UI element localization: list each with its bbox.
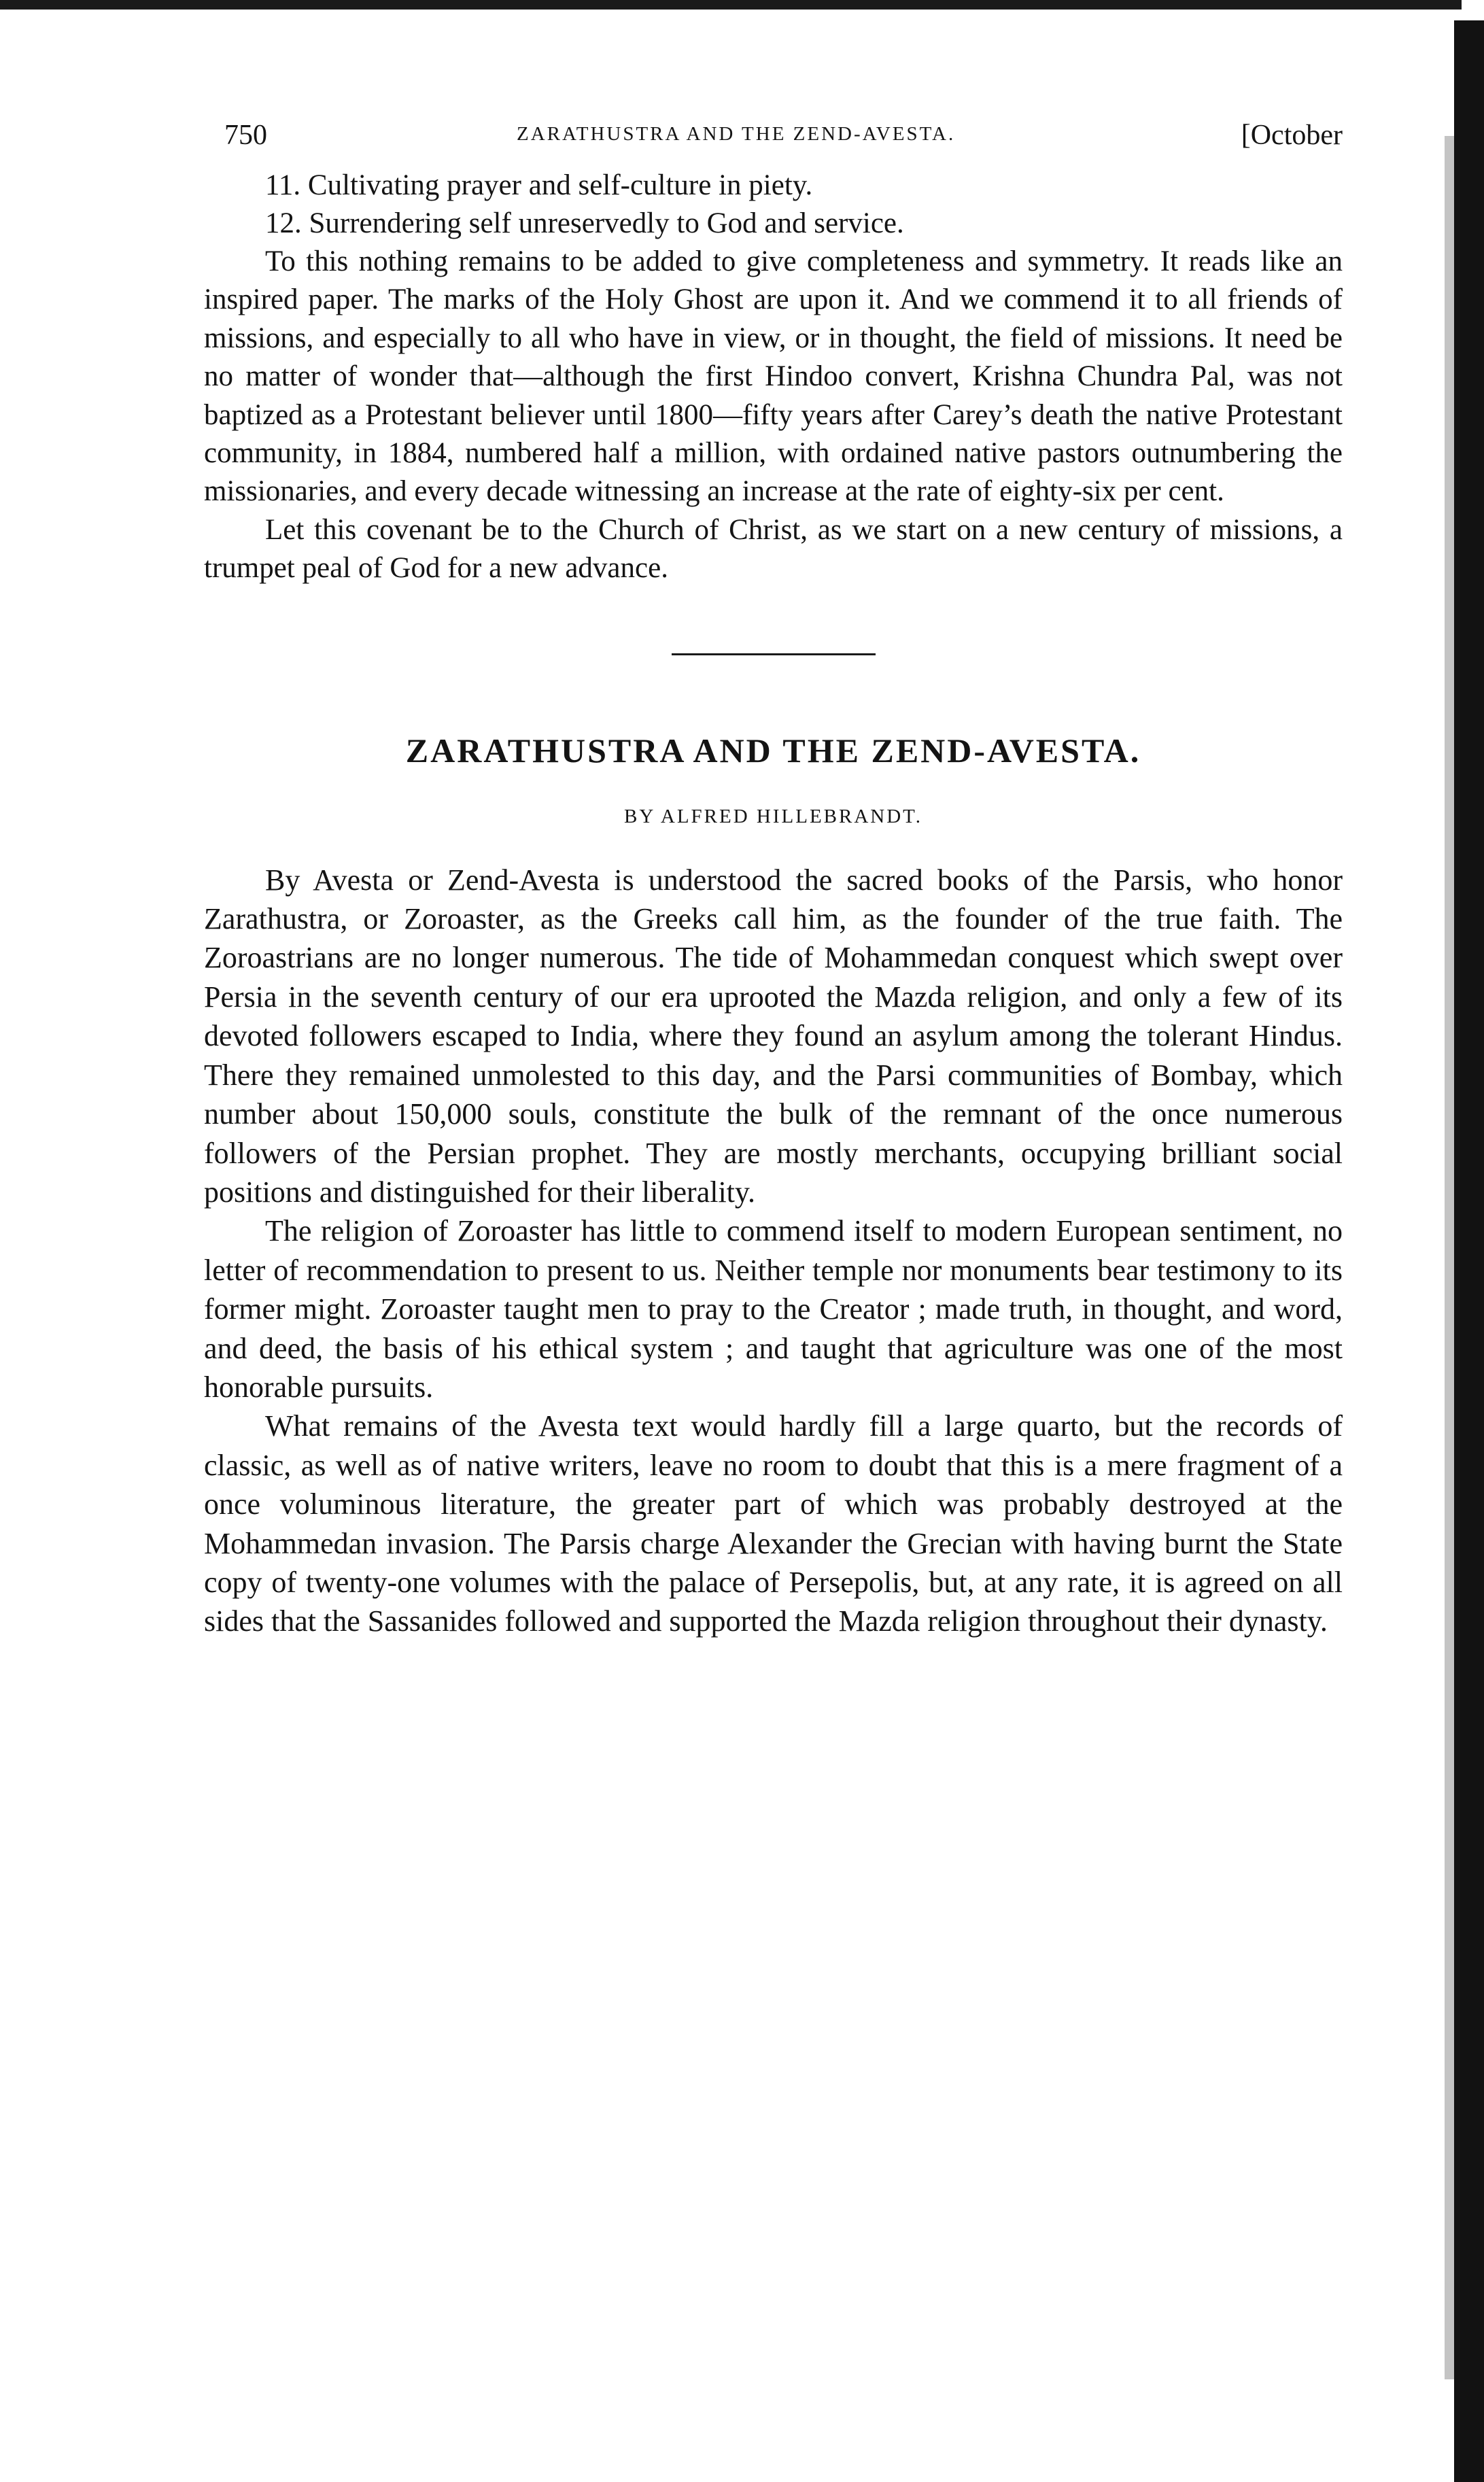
page-body bbox=[204, 119, 1343, 1641]
article-paragraph: What remains of the Avesta text would hardly fill a large quarto, but the records of classic, as well as of native writers, leave no room to doubt that this is a mere fragment of a once voluminous literature, the greater part of which was probably destroyed at the Mohammedan invasion. The Parsis charge Alexander the Grecian with having burnt the State copy of twenty-one volumes with the palace of Persepolis, but, at any rate, it is agreed on all sides that the Sassanides followed and supported the Mazda religion throughout their dynasty. bbox=[204, 1409, 1343, 1638]
running-title: ZARATHUSTRA AND THE ZEND-AVESTA. bbox=[517, 123, 956, 145]
running-head bbox=[204, 119, 1343, 167]
page-number: 750 bbox=[224, 120, 267, 151]
scan-shadow-edge bbox=[1445, 136, 1454, 2379]
scan-binding-edge bbox=[1454, 20, 1484, 2482]
previous-article-ending bbox=[204, 167, 1343, 588]
article-paragraph: The religion of Zoroaster has little to commend itself to modern European sentiment, no letter of recommendation to present to us. Neither temple nor monuments bear testimony to its former might. Zoroaster taught men to pray to the Creator ; made truth, in thought, and word, and deed, the basis of his ethical system ; and taught that agriculture was one of the most honorable pursuits. bbox=[204, 1214, 1343, 1404]
body-paragraph: To this nothing remains to be added to give completeness and symmetry. It reads like an inspired paper. The marks of the Holy Ghost are upon it. And we commend it to all friends of missions, and especially to all who have in view, or in thought, the field of missions. It need be no matter of wonder that—although the first Hindoo convert, Krishna Chundra Pal, was not baptized as a Protestant believer until 1800—fifty years after Carey’s death the native Protestant community, in 1884, numbered half a million, with ordained native pastors outnumbering the missionaries, and every decade witnessing an increase at the rate of eighty-six per cent. bbox=[204, 245, 1343, 508]
list-item: 11. Cultivating prayer and self-culture in piety. bbox=[265, 169, 813, 201]
body-paragraph: Let this covenant be to the Church of Christ, as we start on a new century of missions, a trumpet peal of God for a new advance. bbox=[204, 513, 1343, 585]
article-paragraph: By Avesta or Zend-Avesta is understood the sacred books of the Parsis, who honor Zarathustra, or Zoroaster, as the Greeks call him, as the founder of the true faith. The Zoroastrians are no longer numerous. The tide of Mohammedan conquest which swept over Persia in the seventh century of our era uprooted the Mazda religion, and only a few of its devoted followers escaped to India, where they found an asylum among the tolerant Hindus. There they remained unmolested to this day, and the Parsi communities of Bombay, which number about 150,000 souls, constitute the bulk of the remnant of the once numerous followers of the Persian prophet. They are mostly merchants, occupying brilliant social positions and distinguished for their liberality. bbox=[204, 863, 1343, 1209]
top-edge-rule bbox=[0, 0, 1462, 10]
section-divider bbox=[672, 653, 876, 655]
article bbox=[204, 730, 1343, 1641]
article-byline: BY ALFRED HILLEBRANDT. bbox=[624, 805, 922, 827]
article-title: ZARATHUSTRA AND THE ZEND-AVESTA. bbox=[405, 731, 1141, 770]
running-month: [October bbox=[1241, 120, 1343, 151]
list-item: 12. Surrendering self unreservedly to God and service. bbox=[265, 207, 904, 239]
